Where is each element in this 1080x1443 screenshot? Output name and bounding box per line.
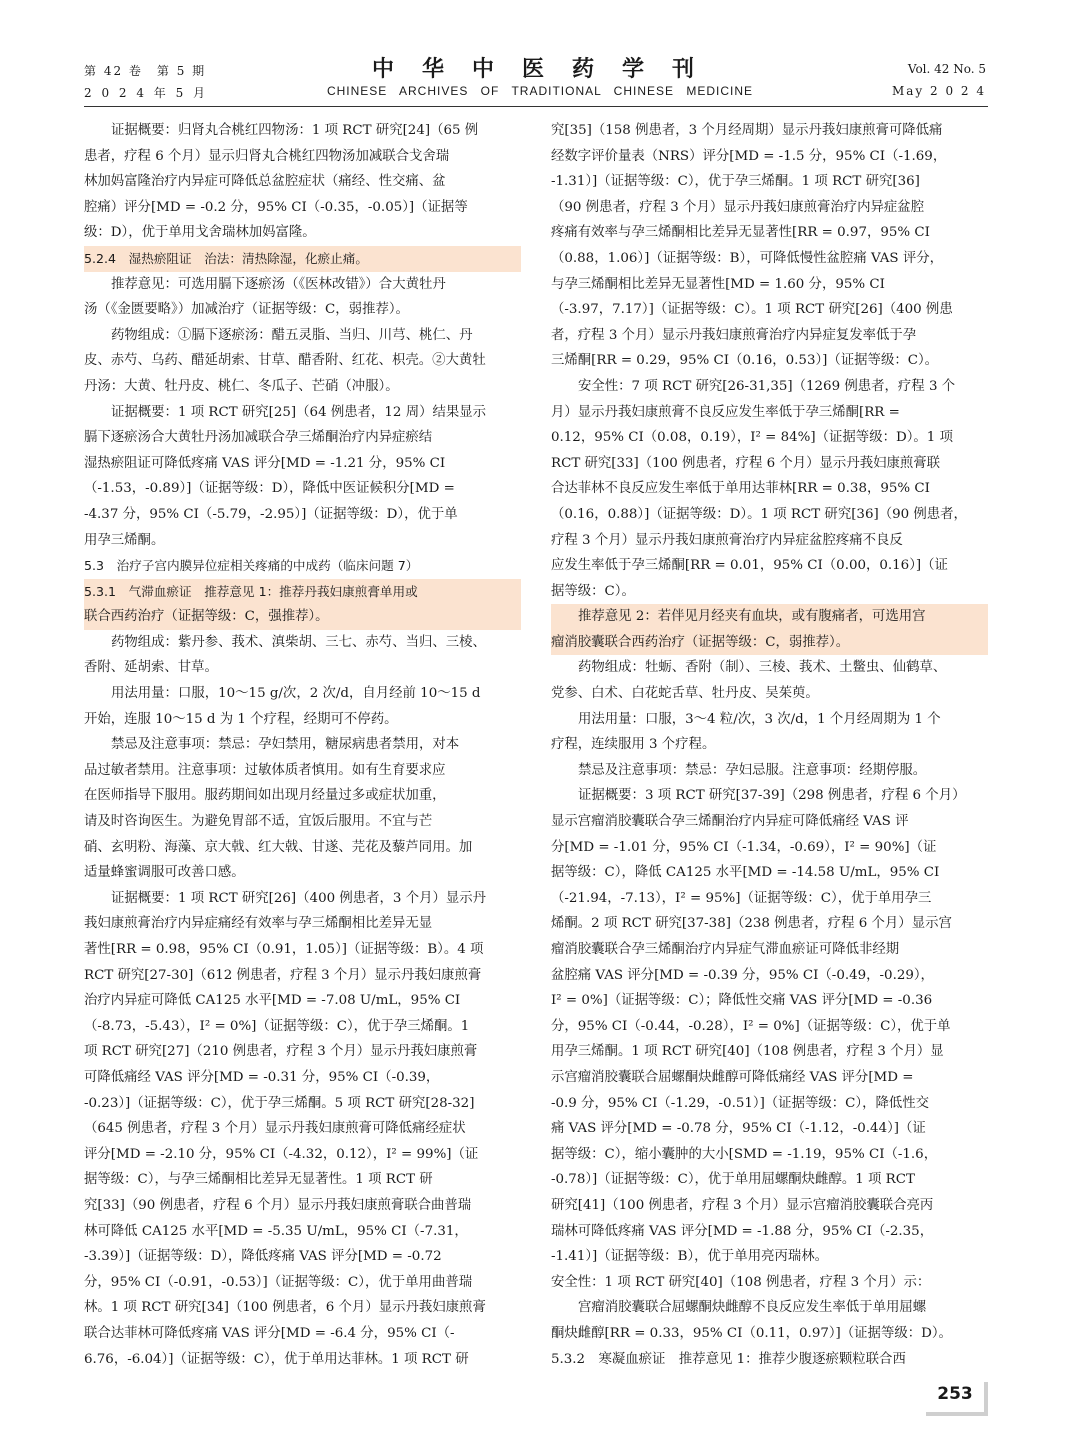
text-line: （0.88，1.06）]（证据等级：B），可降低慢性盆腔痛 VAS 评分， <box>551 250 944 266</box>
text-line: 研究[41]（100 例患者，疗程 3 个月）显示宫瘤消胶囊联合亮丙 <box>551 1197 934 1213</box>
running-header <box>0 0 1080 110</box>
text-line: 痛 VAS 评分[MD = -0.78 分，95% CI（-1.12，-0.44）]（证 <box>551 1121 926 1137</box>
text-line: I² = 0%]（证据等级：C）；降低性交痛 VAS 评分[MD = -0.36 <box>551 993 933 1009</box>
header-volume-issue-en: Vol. 42 No. 5 <box>907 62 986 76</box>
text-line: 宫瘤消胶囊联合屈螺酮炔雌醇不良反应发生率低于单用屈螺 <box>578 1300 927 1316</box>
text-line: 药物组成：紫丹参、莪术、滇柴胡、三七、赤芍、当归、三棱、 <box>111 634 486 650</box>
text-line: 5.3 治疗子宫内膜异位症相关疼痛的中成药（临床问题 7） <box>84 558 419 574</box>
text-line: -0.23）]（证据等级：C），优于孕三烯酮。5 项 RCT 研究[28-32] <box>84 1095 475 1111</box>
text-line: 联合西药治疗（证据等级：C，强推荐）。 <box>84 604 521 630</box>
text-line: 林加妈富隆治疗内异症可降低总盆腔症状（痛经、性交痛、盆 <box>84 174 446 190</box>
text-line: 香附、延胡索、甘草。 <box>84 660 218 676</box>
text-line: （-1.53，-0.89）]（证据等级：D），降低中医证候积分[MD = <box>84 481 455 497</box>
text-line: 经数字评价量表（NRS）评分[MD = -1.5 分，95% CI（-1.69， <box>551 148 947 164</box>
text-line: （90 例患者，疗程 3 个月）显示丹莪妇康煎膏治疗内异症盆腔 <box>551 199 925 215</box>
text-line: 月）显示丹莪妇康煎膏不良反应发生率低于孕三烯酮[RR = <box>551 404 900 420</box>
text-line: 应发生率低于孕三烯酮[RR = 0.01，95% CI（0.00，0.16）]（证 <box>551 558 948 574</box>
text-line: 用法用量：口服，3～4 粒/次，3 次/d，1 个月经周期为 1 个 <box>578 711 941 727</box>
text-line: 与孕三烯酮相比差异无显著性[MD = 1.60 分，95% CI <box>551 276 885 292</box>
text-line: -0.78）]（证据等级：C），优于单用屈螺酮炔雌醇。1 项 RCT <box>551 1172 915 1188</box>
text-line: 瑞林可降低疼痛 VAS 评分[MD = -1.88 分，95% CI（-2.35， <box>551 1223 934 1239</box>
text-line: 用孕三烯酮。1 项 RCT 研究[40]（108 例患者，疗程 3 个月）显 <box>551 1044 944 1060</box>
text-line: （-3.97，7.17）]（证据等级：C）。1 项 RCT 研究[26]（400 例患 <box>551 302 953 318</box>
text-line: 请及时咨询医生。为避免胃部不适，宜饭后服用。不宜与芒 <box>84 814 433 830</box>
left-column <box>84 118 521 1372</box>
text-line: 5.2.4 湿热瘀阻证 治法：清热除湿，化瘀止痛。 <box>84 246 521 272</box>
text-line: 安全性：1 项 RCT 研究[40]（108 例患者，疗程 3 个月）示： <box>551 1274 931 1290</box>
text-line: 证据概要：归肾丸合桃红四物汤：1 项 RCT 研究[24]（65 例 <box>111 123 479 138</box>
text-line: -0.9 分，95% CI（-1.29，-0.51）]（证据等级：C），降低性交 <box>551 1095 930 1111</box>
text-line: 疗程 3 个月）显示丹莪妇康煎膏治疗内异症盆腔疼痛不良反 <box>551 532 903 548</box>
text-line: 膈下逐瘀汤合大黄牡丹汤加减联合孕三烯酮治疗内异症瘀结 <box>84 430 433 446</box>
text-line: 疗程，连续服用 3 个疗程。 <box>551 737 716 753</box>
text-line: 者，疗程 3 个月）显示丹莪妇康煎膏治疗内异症复发率低于孕 <box>551 327 917 343</box>
text-line: 推荐意见：可选用膈下逐瘀汤（《医林改错》）合大黄牡丹 <box>111 276 446 292</box>
header-volume-issue-cn: 第 42 卷 第 5 期 <box>84 64 207 78</box>
text-line: 皮、赤芍、乌药、醋延胡索、甘草、醋香附、红花、枳壳。②大黄牡 <box>84 353 486 369</box>
text-line: 禁忌及注意事项：禁忌：孕妇禁用，糖尿病患者禁用，对本 <box>111 737 460 753</box>
text-line: 酮炔雌醇[RR = 0.33，95% CI（0.11，0.97）]（证据等级：D）。 <box>551 1325 952 1341</box>
journal-title-en: CHINESE ARCHIVES OF TRADITIONAL CHINESE MEDICINE <box>326 84 754 98</box>
text-line: 分[MD = -1.01 分，95% CI（-1.34，-0.69），I² = 90%]（证 <box>551 839 937 855</box>
text-line: 5.3.2 寒凝血瘀证 推荐意见 1：推荐少腹逐瘀颗粒联合西 <box>551 1351 906 1367</box>
text-line: 究[33]（90 例患者，疗程 6 个月）显示丹莪妇康煎膏联合曲普瑞 <box>84 1197 472 1213</box>
text-line: 适量蜂蜜调服可改善口感。 <box>84 865 245 881</box>
text-line: 证据概要：1 项 RCT 研究[25]（64 例患者，12 周）结果显示 <box>111 404 487 420</box>
text-line: 联合达菲林可降低疼痛 VAS 评分[MD = -6.4 分，95% CI（- <box>84 1325 455 1341</box>
text-line: 林。1 项 RCT 研究[34]（100 例患者，6 个月）显示丹莪妇康煎膏 <box>84 1300 486 1316</box>
text-line: 品过敏者禁用。注意事项：过敏体质者慎用。如有生育要求应 <box>84 762 446 778</box>
text-line: 5.3.1 气滞血瘀证 推荐意见 1：推荐丹莪妇康煎膏单用或 <box>84 579 521 605</box>
text-line: -1.41）]（证据等级：B），优于单用亮丙瑞林。 <box>551 1249 829 1265</box>
text-line: 党参、白术、白花蛇舌草、牡丹皮、吴茱萸。 <box>551 686 819 702</box>
text-line: 瘤消胶囊联合孕三烯酮治疗内异症气滞血瘀证可降低非经期 <box>551 942 900 957</box>
text-line: 湿热瘀阻证可降低疼痛 VAS 评分[MD = -1.21 分，95% CI <box>84 455 446 471</box>
header-date-cn: 2 0 2 4 年 5 月 <box>84 86 209 100</box>
text-line: 患者，疗程 6 个月）显示归肾丸合桃红四物汤加减联合戈舍瑞 <box>84 148 450 164</box>
header-rule <box>84 106 988 107</box>
text-line: 证据概要：3 项 RCT 研究[37-39]（298 例患者，疗程 6 个月） <box>578 788 966 804</box>
text-line: 瘤消胶囊联合西药治疗（证据等级：C，弱推荐）。 <box>551 630 988 656</box>
text-line: 林可降低 CA125 水平[MD = -5.35 U/mL，95% CI（-7.31， <box>84 1223 468 1239</box>
text-line: 示宫瘤消胶囊联合屈螺酮炔雌醇可降低痛经 VAS 评分[MD = <box>551 1069 914 1085</box>
text-line: （645 例患者，疗程 3 个月）显示丹莪妇康煎膏可降低痛经症状 <box>84 1121 466 1137</box>
text-line: 用孕三烯酮。 <box>84 532 165 548</box>
text-line: 盆腔痛 VAS 评分[MD = -0.39 分，95% CI（-0.49，-0.29）， <box>551 967 934 983</box>
text-line: 治疗内异症可降低 CA125 水平[MD = -7.08 U/mL，95% CI <box>84 993 461 1009</box>
text-line: RCT 研究[33]（100 例患者，疗程 6 个月）显示丹莪妇康煎膏联 <box>551 455 941 471</box>
text-line: -3.39）]（证据等级：D），降低疼痛 VAS 评分[MD = -0.72 <box>84 1249 442 1265</box>
text-line: 烯酮。2 项 RCT 研究[37-38]（238 例患者，疗程 6 个月）显示宫 <box>551 916 952 932</box>
text-line: 6.76，-6.04）]（证据等级：C），优于单用达菲林。1 项 RCT 研 <box>84 1351 469 1367</box>
page-number-shadow-horizontal <box>926 1412 988 1416</box>
text-line: 药物组成：①膈下逐瘀汤：醋五灵脂、当归、川芎、桃仁、丹 <box>111 327 473 343</box>
text-line: 0.12，95% CI（0.08，0.19），I² = 84%]（证据等级：D）。1 项 <box>551 430 953 446</box>
text-line: 项 RCT 研究[27]（210 例患者，疗程 3 个月）显示丹莪妇康煎膏 <box>84 1044 478 1060</box>
page-number-shadow-vertical <box>984 1382 988 1416</box>
text-line: 三烯酮[RR = 0.29，95% CI（0.16，0.53）]（证据等级：C）。 <box>551 353 939 369</box>
text-line: 用法用量：口服，10～15 g/次，2 次/d，自月经前 10～15 d <box>111 686 481 702</box>
text-line: -1.31）]（证据等级：C），优于孕三烯酮。1 项 RCT 研究[36] <box>551 174 920 190</box>
page-number: 253 <box>937 1384 973 1404</box>
text-line: 硝、玄明粉、海藻、京大戟、红大戟、甘遂、芫花及藜芦同用。加 <box>84 839 473 855</box>
text-line: 据等级：C），降低 CA125 水平[MD = -14.58 U/mL，95% CI <box>551 865 940 881</box>
text-line: 分，95% CI（-0.91，-0.53）]（证据等级：C），优于单用曲普瑞 <box>84 1274 473 1290</box>
text-line: 据等级：C），与孕三烯酮相比差异无显著性。1 项 RCT 研 <box>84 1172 433 1188</box>
text-line: 在医师指导下服用。服药期间如出现月经量过多或症状加重， <box>84 788 446 804</box>
text-line: 推荐意见 2：若伴见月经夹有血块，或有腹痛者，可选用宫 <box>551 604 988 630</box>
text-line: （-8.73，-5.43），I² = 0%]（证据等级：C），优于孕三烯酮。1 <box>84 1018 470 1034</box>
text-line: 禁忌及注意事项：禁忌：孕妇忌服。注意事项：经期停服。 <box>578 762 927 778</box>
text-line: （0.16，0.88）]（证据等级：D）。1 项 RCT 研究[36]（90 例患者， <box>551 506 967 522</box>
text-line: 开始，连服 10～15 d 为 1 个疗程，经期可不停药。 <box>84 711 398 727</box>
text-line: 汤（《金匮要略》）加减治疗（证据等级：C，弱推荐）。 <box>84 302 409 318</box>
text-line: 据等级：C）。 <box>551 583 635 599</box>
text-line: 据等级：C），缩小囊肿的大小[SMD = -1.19，95% CI（-1.6， <box>551 1146 938 1162</box>
text-line: 著性[RR = 0.98，95% CI（0.91，1.05）]（证据等级：B）。4 项 <box>84 942 484 957</box>
journal-title-cn: 中华中医药学刊 <box>371 57 722 82</box>
text-line: 药物组成：牡蛎、香附（制）、三棱、莪术、土鳖虫、仙鹤草、 <box>578 660 947 676</box>
text-line: （-21.94，-7.13），I² = 95%]（证据等级：C），优于单用孕三 <box>551 890 932 906</box>
text-line: 腔痛）评分[MD = -0.2 分，95% CI（-0.35，-0.05）]（证据等 <box>84 199 468 215</box>
header-date-en: May 2 0 2 4 <box>891 84 986 98</box>
text-line: 评分[MD = -2.10 分，95% CI（-4.32，0.12），I² = 99%]（证 <box>84 1146 479 1162</box>
text-line: -4.37 分，95% CI（-5.79，-2.95）]（证据等级：D），优于单 <box>84 506 458 522</box>
right-column <box>551 118 988 1372</box>
text-line: 疼痛有效率与孕三烯酮相比差异无显著性[RR = 0.97，95% CI <box>551 225 930 241</box>
text-line: 丹汤：大黄、牡丹皮、桃仁、冬瓜子、芒硝（冲服）。 <box>84 378 399 394</box>
text-line: 可降低痛经 VAS 评分[MD = -0.31 分，95% CI（-0.39， <box>84 1069 440 1085</box>
text-line: 究[35]（158 例患者，3 个月经周期）显示丹莪妇康煎膏可降低痛 <box>551 123 943 138</box>
text-line: 合达菲林不良反应发生率低于单用达菲林[RR = 0.38，95% CI <box>551 481 930 497</box>
text-line: 莪妇康煎膏治疗内异症痛经有效率与孕三烯酮相比差异无显 <box>84 916 433 932</box>
text-line: 分，95% CI（-0.44，-0.28），I² = 0%]（证据等级：C），优于单 <box>551 1018 951 1034</box>
text-line: 证据概要：1 项 RCT 研究[26]（400 例患者，3 个月）显示丹 <box>111 890 487 906</box>
text-line: RCT 研究[27-30]（612 例患者，疗程 3 个月）显示丹莪妇康煎膏 <box>84 967 482 983</box>
text-line: 安全性：7 项 RCT 研究[26-31,35]（1269 例患者，疗程 3 个 <box>578 378 956 394</box>
text-line: 级：D），优于单用戈舍瑞林加妈富隆。 <box>84 225 316 241</box>
text-line: 显示宫瘤消胶囊联合孕三烯酮治疗内异症可降低痛经 VAS 评 <box>551 814 909 830</box>
